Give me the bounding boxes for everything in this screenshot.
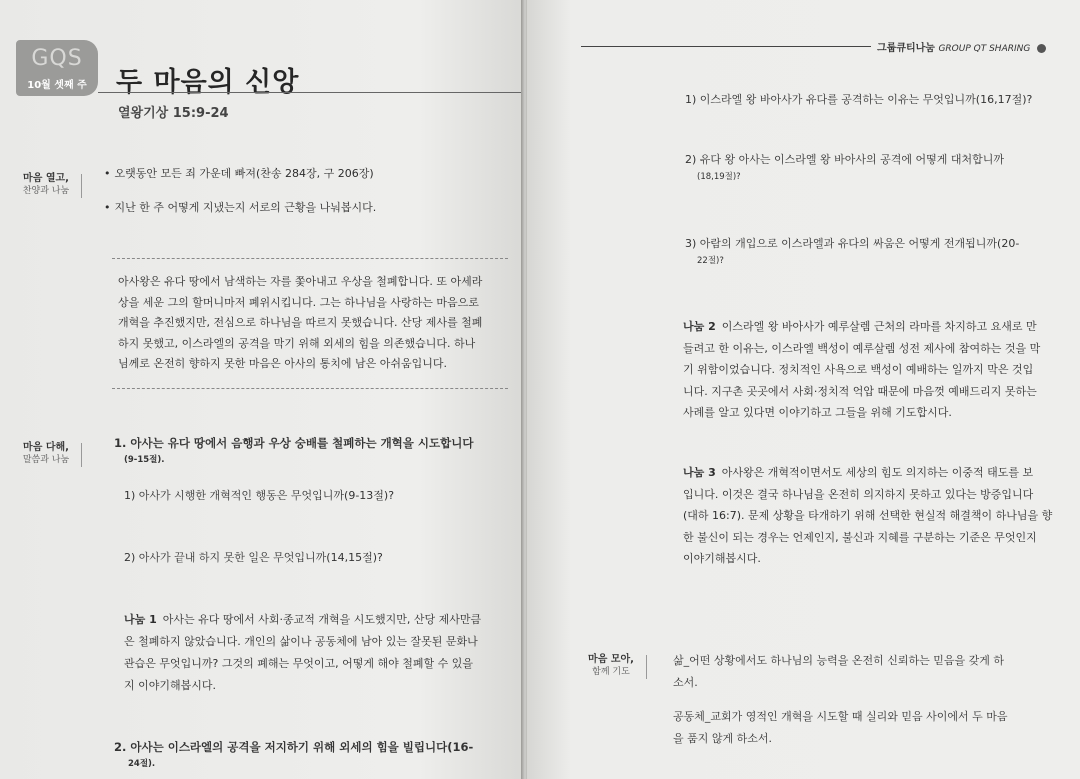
question-line: 2. 아사는 이스라엘의 공격을 저지하기 위해 외세의 힘을 빌립니다(16-	[114, 740, 474, 754]
summary-line: 상을 세운 그의 할머니마저 폐위시킵니다. 그는 하나님을 사랑하는 마음으로	[118, 295, 479, 309]
scripture-reference: 열왕기상 15:9-24	[118, 106, 229, 121]
question-line: (18,19절)?	[697, 172, 741, 182]
page-marker-icon	[1037, 44, 1046, 53]
question-1-2: 2) 아사가 끝내 하지 못한 일은 무엇입니까(14,15절)?	[124, 551, 383, 564]
share-line: 아사왕은 개혁적이면서도 세상의 힘도 의지하는 이중적 태도를 보	[721, 466, 1034, 479]
question-line: 2) 유다 왕 아사는 이스라엘 왕 바아사의 공격에 어떻게 대처합니까	[685, 153, 1005, 166]
prayer-line: 을 품지 않게 하소서.	[673, 732, 772, 745]
share-tag: 나눔 3	[683, 466, 716, 479]
section-label-open-hearts	[12, 172, 80, 198]
right-page	[527, 0, 1080, 779]
prayer-line: 삶_어떤 상황에서도 하나님의 능력을 온전히 신뢰하는 믿음을 갖게 하	[673, 654, 1004, 667]
question-1-1: 1) 아사가 시행한 개혁적인 행동은 무엇입니까(9-13절)?	[124, 489, 395, 502]
question-line: 22절)?	[697, 256, 724, 266]
divider	[112, 388, 508, 389]
gqs-logo: GQS	[31, 46, 83, 71]
section-label-line: 마음 열고,	[23, 173, 69, 184]
summary-line: 님께로 온전히 향하지 못한 마음은 아사의 통치에 남은 아쉬움입니다.	[118, 357, 447, 370]
prayer-line: 공동체_교회가 영적인 개혁을 시도할 때 실리와 믿음 사이에서 두 마음	[673, 710, 1008, 723]
summary-line: 개혁을 추진했지만, 전심으로 하나님을 따르지 못했습니다. 산당 제사를 철폐	[118, 316, 483, 329]
share-3	[683, 462, 1052, 570]
share-line: 기 위함이었습니다. 정치적인 사욕으로 백성이 예배하는 일까지 막은 것입	[683, 363, 1034, 376]
share-line: 이스라엘 왕 바아사가 예루살렘 근처의 라마를 차지하고 요새로 만	[721, 320, 1037, 333]
question-2-1: 1) 이스라엘 왕 바아사가 유다를 공격하는 이유는 무엇입니까(16,17절)?	[685, 93, 1033, 106]
share-line: 입니다. 이것은 결국 하나님을 온전히 의지하지 못하고 있다는 방증입니다	[683, 487, 1034, 501]
share-1	[124, 609, 481, 697]
question-line: (9-15절).	[124, 455, 165, 465]
title-rule	[98, 92, 523, 93]
share-line: 한 불신이 되는 경우는 언제인지, 불신과 지혜를 구분하는 기준은 무엇인지	[683, 530, 1037, 544]
summary-line: 하지 못했고, 이스라엘의 공격을 막기 위해 외세의 힘을 의존했습니다. 하나	[118, 336, 476, 350]
header-korean: 그룹큐티나눔	[877, 43, 935, 54]
section-label-line: 찬양과 나눔	[22, 186, 70, 196]
question-2-2	[685, 150, 1004, 184]
share-line: 사례를 알고 있다면 이야기하고 그들을 위해 기도합시다.	[683, 406, 952, 419]
divider	[112, 258, 508, 259]
question-line: 24절).	[128, 759, 156, 769]
share-line: 이야기해봅시다.	[683, 552, 761, 565]
header-english: GROUP QT SHARING	[938, 44, 1031, 54]
question-2	[114, 737, 473, 771]
share-2	[683, 316, 1040, 424]
page-header	[877, 39, 1046, 54]
section-label-line: 함께 기도	[592, 667, 630, 677]
header-rule	[581, 46, 871, 47]
prayer-life	[673, 650, 1004, 694]
question-line: 3) 아람의 개입으로 이스라엘과 유다의 싸움은 어떻게 전개됩니까(20-	[685, 237, 1020, 250]
share-line: (대하 16:7). 문제 상황을 타개하기 위해 선택한 현실적 해결책이 하나님을 향	[683, 509, 1053, 522]
share-line: 니다. 지구촌 곳곳에서 사회·정치적 억압 때문에 마음껏 예배드리지 못하는	[683, 384, 1037, 398]
hymn-item: • 오랫동안 모든 죄 가운데 빠져(찬송 284장, 구 206장)	[104, 164, 374, 184]
share-tag: 나눔 1	[124, 613, 157, 626]
question-1	[114, 433, 473, 467]
question-2-3	[685, 234, 1019, 268]
left-page	[0, 0, 523, 779]
prayer-line: 소서.	[673, 676, 698, 689]
greeting-item: • 지난 한 주 어떻게 지냈는지 서로의 근황을 나눠봅시다.	[104, 198, 376, 218]
question-line: 1. 아사는 유다 땅에서 음행과 우상 숭배를 철폐하는 개혁을 시도합니다	[114, 436, 474, 450]
summary-paragraph	[118, 272, 482, 375]
share-line: 은 철폐하지 않았습니다. 개인의 삶이나 공동체에 남아 있는 잘못된 문화나	[124, 635, 478, 648]
gqs-badge	[16, 40, 98, 96]
page-title: 두 마음의 신앙	[116, 67, 300, 98]
section-label-line: 마음 모아,	[588, 654, 634, 665]
share-line: 아사는 유다 땅에서 사회·종교적 개혁을 시도했지만, 산당 제사만큼	[162, 613, 482, 626]
share-line: 들려고 한 이유는, 이스라엘 백성이 예루살렘 성전 제사에 참여하는 것을 막	[683, 341, 1041, 355]
summary-line: 아사왕은 유다 땅에서 남색하는 자를 쫓아내고 우상을 철폐합니다. 또 아세라	[118, 275, 483, 288]
share-line: 지 이야기해봅시다.	[124, 679, 217, 692]
share-line: 관습은 무엇입니까? 그것의 폐해는 무엇이고, 어떻게 해야 철폐할 수 있을	[124, 657, 473, 670]
section-label-prayer	[577, 653, 645, 679]
section-label-word	[12, 441, 80, 467]
section-label-line: 말씀과 나눔	[22, 455, 70, 465]
prayer-community	[673, 706, 1008, 750]
share-tag: 나눔 2	[683, 320, 716, 333]
week-label: 10월 셋째 주	[27, 80, 87, 91]
section-label-line: 마음 다해,	[23, 442, 69, 453]
